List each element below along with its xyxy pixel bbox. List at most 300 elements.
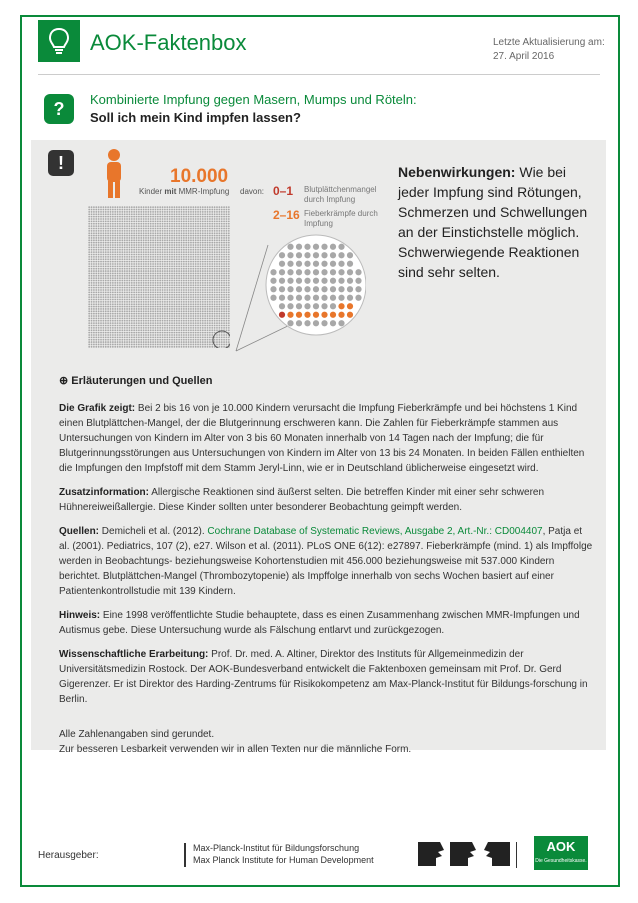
grid-dot [152,216,154,218]
grid-dot [102,216,104,218]
grid-dot [124,261,126,263]
grid-dot [93,232,95,234]
grid-dot [190,336,192,338]
grid-dot [114,218,116,220]
grid-dot [162,329,164,331]
stat-febrile-label: Fieberkrämpfe durch Impfung [304,209,378,228]
grid-dot [152,270,154,272]
grid-dot [183,327,185,329]
grid-dot [173,230,175,232]
grid-dot [114,258,116,260]
grid-dot [181,291,183,293]
zoom-dot [304,312,310,318]
zoom-dot [338,303,344,309]
grid-dot [202,289,204,291]
grid-dot [192,228,194,230]
grid-dot [93,216,95,218]
grid-dot [171,268,173,270]
grid-dot [129,232,131,234]
grid-dot [117,287,119,289]
grid-dot [107,244,109,246]
grid-dot [145,247,147,249]
grid-dot [121,310,123,312]
grid-dot [155,280,157,282]
grid-dot [190,313,192,315]
grid-dot [121,273,123,275]
grid-dot [197,268,199,270]
grid-dot [136,247,138,249]
grid-dot [157,346,159,348]
grid-dot [126,318,128,320]
grid-dot [188,289,190,291]
grid-dot [150,289,152,291]
grid-dot [185,228,187,230]
grid-dot [95,225,97,227]
grid-dot [131,251,133,253]
grid-dot [126,211,128,213]
zoom-dot [279,261,285,267]
grid-dot [126,280,128,282]
grid-dot [178,220,180,222]
grid-dot [221,220,223,222]
grid-dot [195,225,197,227]
grid-dot [119,206,121,208]
grid-dot [190,296,192,298]
cochrane-link[interactable]: Cochrane Database of Systematic Reviews, Ausgabe 2, Art.-Nr.: CD004407 [207,526,543,537]
grid-dot [105,237,107,239]
grid-dot [126,273,128,275]
grid-dot [152,294,154,296]
grid-dot [138,228,140,230]
grid-dot [155,216,157,218]
grid-dot [145,315,147,317]
grid-dot [147,336,149,338]
grid-dot [162,265,164,267]
grid-dot [136,303,138,305]
grid-dot [119,225,121,227]
grid-dot [91,332,93,334]
grid-dot [192,284,194,286]
grid-dot [136,322,138,324]
grid-dot [124,327,126,329]
grid-dot [93,261,95,263]
grid-dot [166,223,168,225]
grid-dot [152,327,154,329]
grid-dot [98,291,100,293]
grid-dot [176,301,178,303]
grid-dot [95,265,97,267]
grid-dot [145,244,147,246]
grid-dot [114,265,116,267]
grid-dot [214,218,216,220]
grid-dot [157,277,159,279]
grid-dot [195,325,197,327]
grid-dot [181,249,183,251]
davon-label: davon: [240,187,265,196]
grid-dot [93,280,95,282]
grid-dot [169,346,171,348]
grid-dot [178,325,180,327]
grid-dot [126,206,128,208]
grid-dot [95,213,97,215]
grid-dot [181,339,183,341]
grid-dot [192,344,194,346]
grid-dot [143,318,145,320]
grid-dot [185,223,187,225]
grid-dot [190,344,192,346]
grid-dot [98,232,100,234]
grid-dot [152,247,154,249]
grid-dot [162,268,164,270]
grid-dot [192,277,194,279]
zoom-dot [313,252,319,258]
grid-dot [126,284,128,286]
grid-dot [121,249,123,251]
grid-dot [195,230,197,232]
side-effects-bold: Nebenwirkungen: [398,164,516,180]
grid-dot [190,239,192,241]
grid-dot [102,213,104,215]
grid-dot [95,270,97,272]
grid-dot [195,228,197,230]
grid-dot [228,216,230,218]
grid-dot [159,341,161,343]
grid-dot [91,247,93,249]
grid-dot [88,261,90,263]
grid-dot [195,289,197,291]
grid-dot [152,336,154,338]
grid-dot [162,256,164,258]
grid-dot [143,265,145,267]
grid-dot [114,223,116,225]
grid-dot [176,232,178,234]
grid-dot [162,275,164,277]
grid-dot [209,206,211,208]
grid-dot [143,315,145,317]
grid-dot [131,280,133,282]
grid-dot [164,299,166,301]
grid-dot [107,344,109,346]
grid-dot [117,306,119,308]
grid-dot [190,213,192,215]
grid-dot [129,308,131,310]
grid-dot [129,291,131,293]
grid-dot [162,346,164,348]
explanation-heading[interactable]: ⊕ Erläuterungen und Quellen [59,375,213,387]
grid-dot [93,294,95,296]
grid-dot [200,242,202,244]
grid-dot [138,216,140,218]
grid-dot [190,299,192,301]
grid-dot [112,346,114,348]
grid-dot [185,308,187,310]
grid-dot [136,228,138,230]
grid-dot [119,230,121,232]
grid-dot [190,275,192,277]
grid-dot [164,239,166,241]
grid-dot [98,216,100,218]
grid-dot [150,318,152,320]
grid-dot [114,346,116,348]
grid-dot [114,315,116,317]
grid-dot [152,332,154,334]
grid-dot [202,327,204,329]
grid-dot [178,273,180,275]
grid-dot [93,265,95,267]
grid-dot [124,242,126,244]
grid-dot [211,220,213,222]
mpi-name: Max-Planck-Institut für Bildungsforschung Max Planck Institute for Human Development [193,843,374,865]
grid-dot [192,332,194,334]
grid-dot [143,282,145,284]
grid-dot [169,254,171,256]
grid-dot [197,313,199,315]
grid-dot [95,277,97,279]
zoom-dot [338,278,344,284]
grid-dot [107,218,109,220]
grid-dot [143,332,145,334]
grid-dot [136,249,138,251]
grid-dot [102,291,104,293]
footer-divider [516,842,517,868]
grid-dot [138,270,140,272]
grid-dot [173,291,175,293]
grid-dot [171,270,173,272]
grid-dot [188,339,190,341]
grid-dot [152,254,154,256]
grid-dot [129,315,131,317]
grid-dot [171,239,173,241]
grid-dot [95,284,97,286]
grid-dot [88,228,90,230]
grid-dot [190,230,192,232]
grid-dot [114,325,116,327]
grid-dot [190,256,192,258]
grid-dot [140,247,142,249]
grid-dot [147,287,149,289]
zoom-dot [313,269,319,275]
grid-dot [112,327,114,329]
grid-dot [131,277,133,279]
grid-dot [223,213,225,215]
grid-dot [197,239,199,241]
grid-dot [93,206,95,208]
grid-dot [112,341,114,343]
grid-dot [147,232,149,234]
grid-dot [192,244,194,246]
grid-dot [190,206,192,208]
grid-dot [228,218,230,220]
grid-dot [147,218,149,220]
grid-dot [166,303,168,305]
grid-dot [110,287,112,289]
grid-dot [204,216,206,218]
grid-dot [173,303,175,305]
grid-dot [140,291,142,293]
grid-dot [100,287,102,289]
grid-dot [110,244,112,246]
grid-dot [159,299,161,301]
grid-dot [173,249,175,251]
grid-dot [166,230,168,232]
grid-dot [150,294,152,296]
grid-dot [114,329,116,331]
grid-dot [110,247,112,249]
grid-dot [159,296,161,298]
grid-dot [188,218,190,220]
zoom-dot [321,244,327,250]
grid-dot [166,291,168,293]
grid-dot [91,239,93,241]
grid-dot [171,336,173,338]
grid-dot [195,301,197,303]
grid-dot [166,282,168,284]
grid-dot [100,218,102,220]
grid-dot [126,275,128,277]
grid-dot [131,242,133,244]
grid-dot [228,209,230,211]
grid-dot [98,315,100,317]
grid-dot [159,213,161,215]
grid-dot [155,344,157,346]
grid-dot [166,213,168,215]
aok-logo: AOK Die Gesundheitskasse. [534,836,588,870]
grid-dot [129,303,131,305]
grid-dot [171,261,173,263]
grid-dot [197,258,199,260]
grid-dot [131,318,133,320]
grid-dot [157,254,159,256]
grid-dot [159,327,161,329]
grid-dot [91,320,93,322]
grid-dot [190,303,192,305]
grid-dot [190,334,192,336]
grid-dot [185,291,187,293]
grid-dot [162,339,164,341]
grid-dot [112,336,114,338]
grid-dot [129,251,131,253]
grid-dot [169,263,171,265]
grid-dot [114,336,116,338]
grid-dot [171,249,173,251]
grid-dot [145,336,147,338]
grid-dot [214,211,216,213]
grid-dot [197,310,199,312]
grid-dot [200,341,202,343]
grid-dot [136,273,138,275]
grid-dot [129,223,131,225]
grid-dot [133,209,135,211]
grid-dot [100,223,102,225]
grid-dot [155,310,157,312]
grid-dot [152,251,154,253]
grid-dot [159,237,161,239]
grid-dot [190,332,192,334]
grid-dot [126,277,128,279]
grid-dot [155,209,157,211]
grid-dot [147,318,149,320]
grid-dot [105,211,107,213]
grid-dot [124,322,126,324]
grid-dot [157,344,159,346]
grid-dot [173,315,175,317]
grid-dot [138,310,140,312]
grid-dot [176,289,178,291]
grid-dot [98,211,100,213]
grid-dot [112,284,114,286]
grid-dot [95,339,97,341]
grid-dot [107,230,109,232]
grid-dot [226,211,228,213]
zoom-dot [338,312,344,318]
grid-dot [112,287,114,289]
grid-dot [195,251,197,253]
grid-dot [143,242,145,244]
grid-dot [133,344,135,346]
grid-dot [121,256,123,258]
grid-dot [166,258,168,260]
grid-dot [105,296,107,298]
grid-dot [162,294,164,296]
grid-dot [133,265,135,267]
grid-dot [124,218,126,220]
grid-dot [131,327,133,329]
grid-dot [107,339,109,341]
grid-dot [121,303,123,305]
grid-dot [131,261,133,263]
grid-dot [129,206,131,208]
grid-dot [176,294,178,296]
grid-dot [145,341,147,343]
grid-dot [185,263,187,265]
grid-dot [131,313,133,315]
grid-dot [195,218,197,220]
grid-dot [126,225,128,227]
grid-dot [152,318,154,320]
grid-dot [178,296,180,298]
grid-dot [140,218,142,220]
grid-dot [178,336,180,338]
grid-dot [166,232,168,234]
grid-dot [162,213,164,215]
grid-dot [143,346,145,348]
grid-dot [183,336,185,338]
grid-dot [200,209,202,211]
grid-dot [112,344,114,346]
grid-dot [150,235,152,237]
grid-dot [181,344,183,346]
grid-dot [102,313,104,315]
grid-dot [133,322,135,324]
grid-dot [88,249,90,251]
grid-dot [138,232,140,234]
grid-dot [152,265,154,267]
grid-dot [124,251,126,253]
grid-dot [112,247,114,249]
grid-dot [117,334,119,336]
grid-dot [107,346,109,348]
grid-dot [98,320,100,322]
grid-dot [126,242,128,244]
grid-dot [119,320,121,322]
grid-dot [214,220,216,222]
grid-dot [183,228,185,230]
grid-dot [147,308,149,310]
grid-dot [143,344,145,346]
grid-dot [138,313,140,315]
grid-dot [136,263,138,265]
grid-dot [124,228,126,230]
